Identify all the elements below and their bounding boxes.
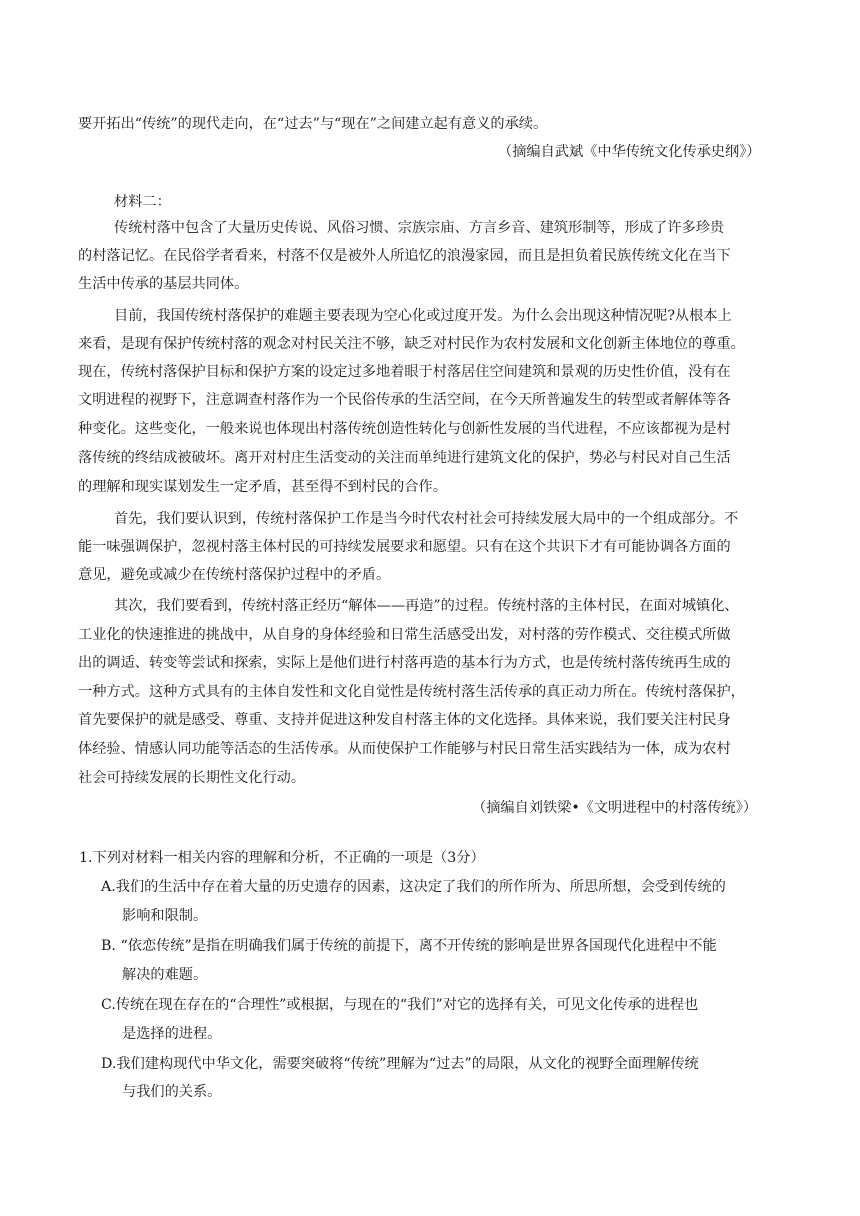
paragraph-line: 出的调适、转变等尝试和探索，实际上是他们进行村落再造的基本行为方式，也是传统村落传统再生成的	[78, 655, 731, 671]
option-text-line: 解决的难题。	[122, 967, 208, 983]
paragraph-line: 能一味强调保护，忽视村落主体村民的可持续发展要求和愿望。只有在这个共识下才有可能协调各方面的	[78, 539, 731, 555]
paragraph-line: 其次，我们要看到，传统村落正经历“解体——再造”的过程。传统村落的主体村民，在面对城镇化、	[114, 598, 739, 614]
option-text-line: C.传统在现在存在的“合理性”或根据，与现在的“我们”对它的选择有关，可见文化传承的进程也	[101, 997, 699, 1013]
paragraph-line: 传统村落中包含了大量历史传说、风俗习惯、宗族宗庙、方言乡音、建筑形制等，形成了许多珍贵	[114, 220, 725, 236]
paragraph-line: 种变化。这些变化，一般来说也体现出村落传统创造性转化与创新性发展的当代进程，不应该都视为是村	[78, 421, 731, 437]
material1-last-line: 要开拓出“传统”的现代走向，在“过去”与“现在”之间建立起有意义的承续。	[78, 116, 548, 132]
paragraph-line: 现在，传统村落保护目标和保护方案的设定过多地着眼于村落居住空间建筑和景观的历史性价值，没有在	[78, 364, 731, 380]
paragraph-line: 目前，我国传统村落保护的难题主要表现为空心化或过度开发。为什么会出现这种情况呢?从根本上	[114, 308, 732, 324]
paragraph-line: 落传统的终结成被破坏。离开对村庄生活变动的关注而单纯进行建筑文化的保护，势必与村民对自己生活	[78, 450, 731, 466]
paragraph-line: 体经验、情感认同功能等活态的生活传承。从而使保护工作能够与村民日常生活实践结为一体，成为农村	[78, 741, 731, 757]
paragraph-line: 来看，是现有保护传统村落的观念对村民关注不够，缺乏对村民作为农村发展和文化创新主体地位的尊重。	[78, 336, 745, 352]
paragraph-line: 意见，避免或减少在传统村落保护过程中的矛盾。	[78, 567, 391, 583]
material2-heading: 材料二：	[114, 194, 171, 210]
option-text-line: D.我们建构现代中华文化，需要突破将“传统”理解为“过去”的局限，从文化的视野全面理解传统	[101, 1056, 699, 1072]
paragraph-line: 的村落记忆。在民俗学者看来，村落不仅是被外人所追忆的浪漫家园，而且是担负着民族传统文化在当下	[78, 248, 731, 264]
paragraph-line: 首先要保护的就是感受、尊重、支持并促进这种发自村落主体的文化选择。具体来说，我们要关注村民身	[78, 712, 731, 728]
material1-source: （摘编自武斌《中华传统文化传承史纲》）	[498, 144, 761, 160]
option-text-line: 与我们的关系。	[122, 1084, 222, 1100]
question-stem: 1.下列对材料一相关内容的理解和分析，不正确的一项是（3分）	[79, 850, 485, 866]
option-text-line: B. “依恋传统”是指在明确我们属于传统的前提下，离不开传统的影响是世界各国现代化进程中不能	[101, 938, 717, 954]
material2-source: （摘编自刘铁梁•《文明进程中的村落传统》）	[472, 800, 758, 816]
paragraph-line: 工业化的快速推进的挑战中，从自身的身体经验和日常生活感受出发，对村落的劳作模式、交往模式所做	[78, 627, 731, 643]
paragraph-line: 的理解和现实谋划发生一定矛盾，甚至得不到村民的合作。	[78, 479, 447, 495]
paragraph-line: 一种方式。这种方式具有的主体自发性和文化自觉性是传统村落生活传承的真正动力所在。传统村落保护，	[78, 684, 745, 700]
option-text-line: A.我们的生活中存在着大量的历史遗存的因素，这决定了我们的所作所为、所思所想，会受到传统的	[101, 879, 726, 895]
paragraph-line: 社会可持续发展的长期性文化行动。	[78, 770, 306, 786]
paragraph-line: 首先，我们要认识到，传统村落保护工作是当今时代农村社会可持续发展大局中的一个组成部分。不	[114, 511, 739, 527]
option-text-line: 影响和限制。	[122, 908, 208, 924]
paragraph-line: 生活中传承的基层共同体。	[78, 276, 249, 292]
paragraph-line: 文明进程的视野下，注意调查村落作为一个民俗传承的生活空间，在今天所普遍发生的转型或者解体等各	[78, 392, 731, 408]
option-text-line: 是选择的进程。	[122, 1026, 222, 1042]
